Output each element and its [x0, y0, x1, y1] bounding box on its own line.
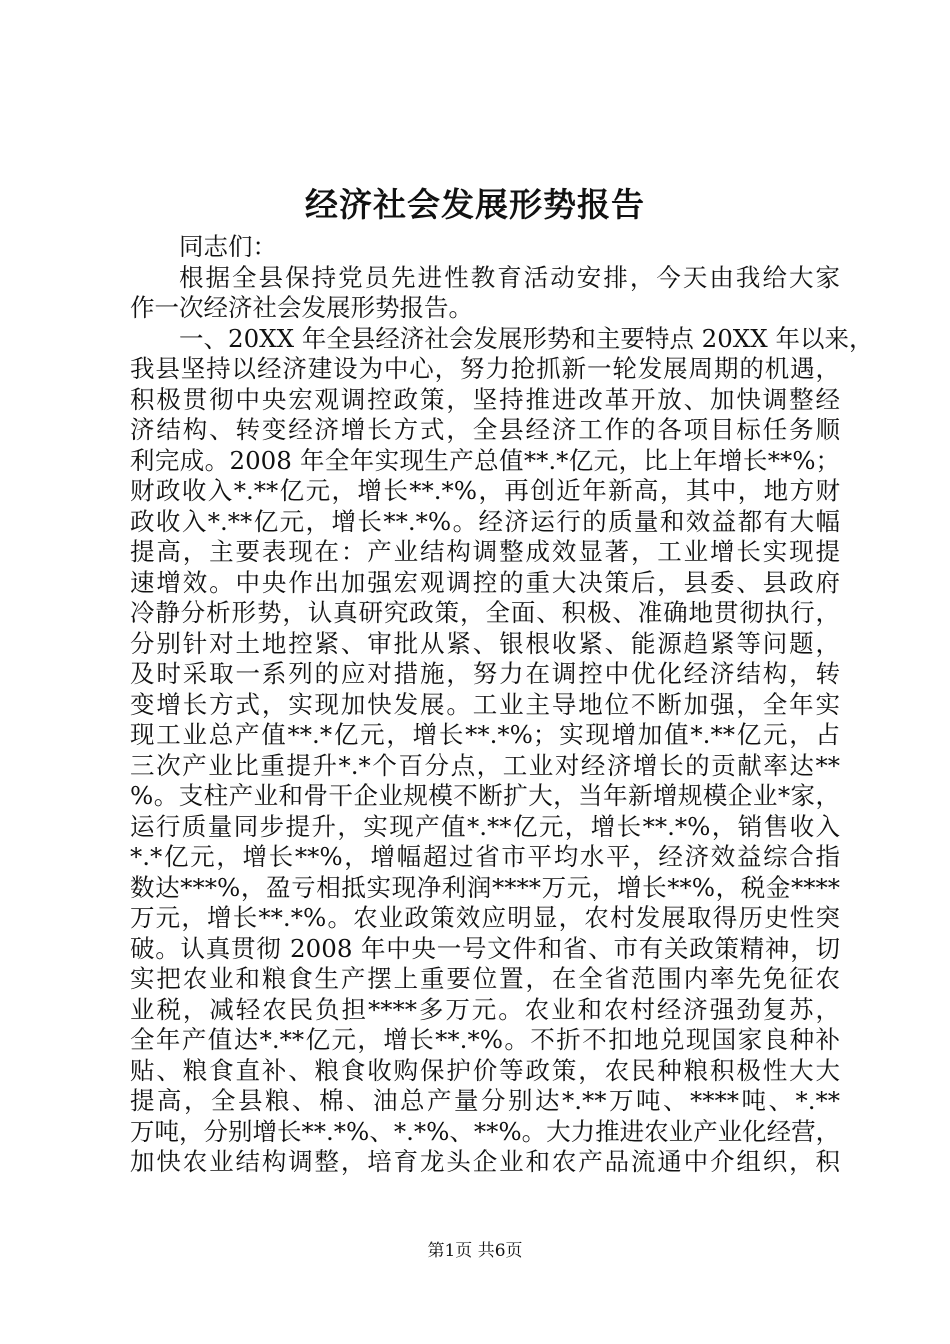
- document-title: 经济社会发展形势报告: [305, 185, 645, 224]
- page-footer: 第1页 共6页: [427, 1241, 523, 1261]
- text-line: 加快农业结构调整，培育龙头企业和农产品流通中介组织，积: [130, 1147, 840, 1176]
- text-line: 万吨，分别增长**.*%、*.*%、**%。大力推进农业产业化经营，: [130, 1116, 841, 1146]
- text-line: 破。认真贯彻 2008 年中央一号文件和省、市有关政策精神，切: [130, 933, 840, 963]
- text-line: 我县坚持以经济建设为中心，努力抢抓新一轮发展周期的机遇，: [130, 354, 840, 383]
- text-line: 贴、粮食直补、粮食收购保护价等政策，农民种粮积极性大大: [130, 1055, 840, 1085]
- text-line: 全年产值达*.**亿元，增长**.*%。不折不扣地兑现国家良种补: [130, 1025, 840, 1054]
- text-line: 万元，增长**.*%。农业政策效应明显，农村发展取得历史性突: [130, 903, 840, 932]
- text-line: 实把农业和粮食生产摆上重要位置，在全省范围内率先免征农: [130, 964, 840, 993]
- text-line: 变增长方式，实现加快发展。工业主导地位不断加强，全年实: [130, 689, 840, 719]
- text-line: 作一次经济社会发展形势报告。: [130, 293, 473, 322]
- text-line: 济结构、转变经济增长方式，全县经济工作的各项目标任务顺: [130, 415, 840, 444]
- text-line: 及时采取一系列的应对措施，努力在调控中优化经济结构，转: [130, 659, 840, 688]
- text-line: 数达***%，盈亏相抵实现净利润****万元，增长**%，税金****: [130, 872, 840, 902]
- text-line: 冷静分析形势，认真研究政策，全面、积极、准确地贯彻执行，: [130, 598, 840, 627]
- text-line: 三次产业比重提升*.*个百分点，工业对经济增长的贡献率达**: [130, 750, 840, 780]
- text-line: 提高，全县粮、棉、油总产量分别达*.**万吨、****吨、*.**: [130, 1086, 840, 1115]
- text-line: 财政收入*.**亿元，增长**.*%，再创近年新高，其中，地方财: [130, 476, 840, 505]
- text-line: 积极贯彻中央宏观调控政策，坚持推进改革开放、加快调整经: [130, 384, 840, 414]
- text-line: %。支柱产业和骨干企业规模不断扩大，当年新增规模企业*家，: [130, 781, 840, 810]
- text-line: 利完成。2008 年全年实现生产总值**.*亿元，比上年增长**%；: [130, 445, 840, 475]
- text-line: 运行质量同步提升，实现产值*.**亿元，增长**.*%，销售收入: [130, 811, 840, 841]
- text-line: 提高，主要表现在：产业结构调整成效显著，工业增长实现提: [130, 537, 840, 566]
- text-line: 现工业总产值**.*亿元，增长**.*%；实现增加值*.**亿元，占: [130, 720, 840, 749]
- text-line: 政收入*.**亿元，增长**.*%。经济运行的质量和效益都有大幅: [130, 506, 840, 536]
- text-line: 速增效。中央作出加强宏观调控的重大决策后，县委、县政府: [130, 567, 840, 597]
- text-line: 同志们：: [179, 232, 277, 261]
- text-line: 根据全县保持党员先进性教育活动安排，今天由我给大家: [179, 262, 840, 292]
- text-line: 业税，减轻农民负担****多万元。农业和农村经济强劲复苏，: [130, 994, 840, 1024]
- text-line: 一、20XX 年全县经济社会发展形势和主要特点 20XX 年以来，: [179, 323, 874, 353]
- text-line: *.*亿元，增长**%，增幅超过省市平均水平，经济效益综合指: [130, 842, 840, 871]
- text-line: 分别针对土地控紧、审批从紧、银根收紧、能源趋紧等问题，: [130, 628, 840, 658]
- document-body: [130, 232, 874, 1178]
